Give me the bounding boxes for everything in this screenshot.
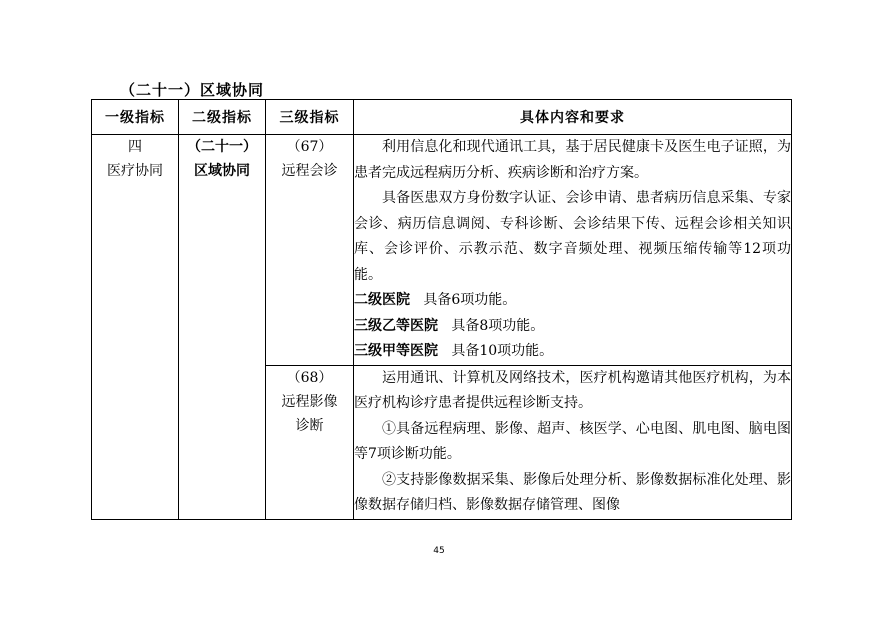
table-row <box>92 135 792 366</box>
level1-name: 医疗协同 <box>107 163 163 179</box>
level-requirement <box>354 339 791 365</box>
content-paragraph: 具备医患双方身份数字认证、会诊申请、患者病历信息采集、专家会诊、病历信息调阅、专科诊断、会诊结果下传、远程会诊相关知识库、会诊评价、示教示范、数字音频处理、视频压缩传输等12项功能。 <box>354 190 791 283</box>
content-paragraph: ②支持影像数据采集、影像后处理分析、影像数据标准化处理、影像数据存储归档、影像数据存储管理、图像 <box>354 471 791 513</box>
level3-name: 远程影像 <box>281 393 338 410</box>
content-cell <box>354 365 792 519</box>
content-paragraph: 利用信息化和现代通讯工具，基于居民健康卡及医生电子证照，为患者完成远程病历分析、疾病诊断和治疗方案。 <box>354 139 791 181</box>
header-level3: 三级指标 <box>266 100 354 135</box>
requirements-table <box>91 99 792 520</box>
hospital-level-label: 三级乙等医院 <box>354 317 438 334</box>
level3-cell <box>266 365 354 519</box>
level3-code: （67） <box>286 139 333 155</box>
level2-name: 区域协同 <box>194 163 250 179</box>
level2-number: （二十一） <box>187 139 257 155</box>
table-header-row <box>92 100 792 135</box>
level-requirement <box>354 288 791 314</box>
content-paragraph: 运用通讯、计算机及网络技术，医疗机构邀请其他医疗机构，为本医疗机构诊疗患者提供远程诊断支持。 <box>354 369 791 411</box>
level3-name-cont: 诊断 <box>295 417 324 434</box>
level3-code: （68） <box>286 369 333 386</box>
header-level2: 二级指标 <box>179 100 266 135</box>
hospital-level-text: 具备8项功能。 <box>451 317 545 334</box>
level3-name: 远程会诊 <box>281 163 338 179</box>
level2-cell <box>179 135 266 520</box>
header-level1: 一级指标 <box>92 100 179 135</box>
section-title: （二十一）区域协同 <box>120 81 265 99</box>
level-requirement <box>354 314 791 340</box>
hospital-level-label: 二级医院 <box>354 292 410 308</box>
hospital-level-label: 三级甲等医院 <box>354 343 438 359</box>
header-content: 具体内容和要求 <box>354 100 792 135</box>
content-cell <box>354 135 792 366</box>
level1-number: 四 <box>128 139 142 155</box>
hospital-level-text: 具备6项功能。 <box>423 292 517 308</box>
page-number: 45 <box>433 546 445 556</box>
content-paragraph: ①具备远程病理、影像、超声、核医学、心电图、肌电图、脑电图等7项诊断功能。 <box>354 420 791 462</box>
level1-cell <box>92 135 179 520</box>
hospital-level-text: 具备10项功能。 <box>451 343 554 359</box>
level3-cell <box>266 135 354 366</box>
